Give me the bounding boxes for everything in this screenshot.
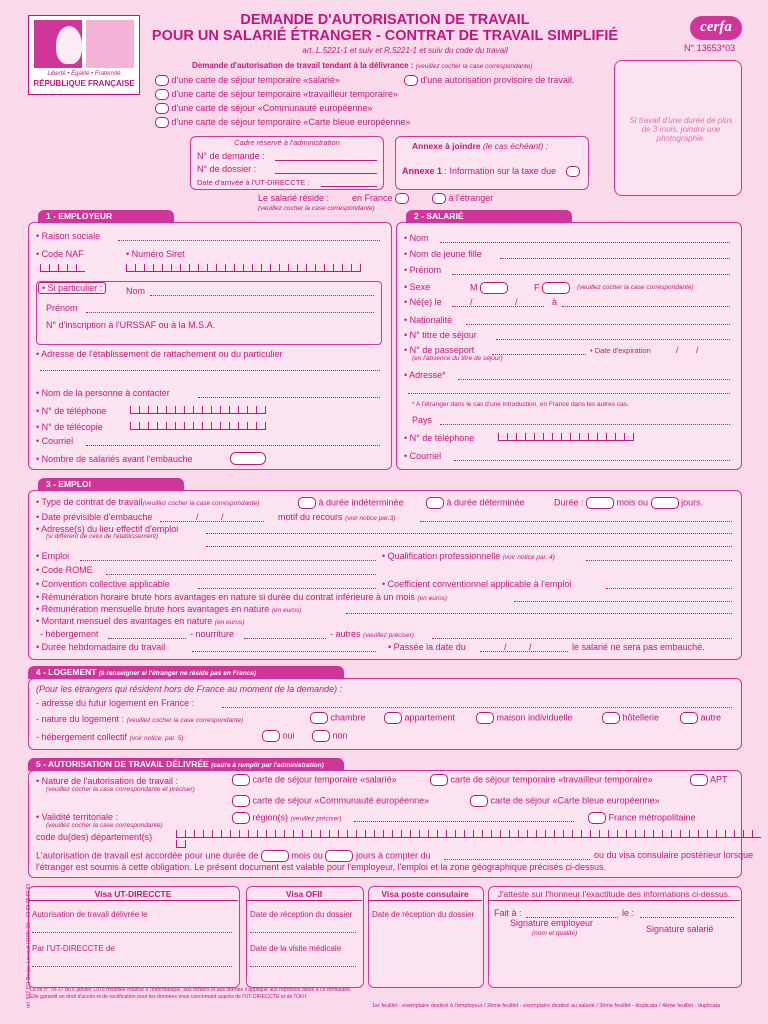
request-option-carte-bleue[interactable]: d'une carte de séjour temporaire «Carte bleue européenne»: [155, 117, 410, 128]
fax-employeur-cells[interactable]: [130, 422, 266, 432]
titre-sejour-label: • N° titre de séjour: [404, 330, 477, 340]
checkbox[interactable]: [426, 497, 444, 509]
section-employeur-header: 1 - EMPLOYEUR: [38, 210, 174, 223]
salarie-nom-label: • Nom: [404, 233, 429, 243]
photo-instruction: Si travail d'une durée de plus de 3 mois, joindre une photographie.: [629, 116, 733, 143]
salarie-tel-cells[interactable]: [498, 433, 634, 443]
duree-mois-input[interactable]: [586, 497, 614, 509]
duree-jours-input[interactable]: [651, 497, 679, 509]
date-embauche-slashes: / /: [196, 512, 224, 522]
passee-label: • Passée la date du: [388, 642, 466, 652]
collectif-non[interactable]: non: [312, 730, 348, 742]
checkbox[interactable]: [470, 795, 488, 807]
request-option-travailleur[interactable]: d'une carte de séjour temporaire «travailleur temporaire»: [155, 89, 398, 100]
visa-consulaire-text: ou du visa consulaire postérieur lorsque: [594, 850, 754, 860]
dossier-label: N° de dossier :: [197, 164, 257, 174]
footer-copies: 1er feuillet - exemplaire destiné à l'employeur / 2ème feuillet - exemplaire destiné au salarié / 3ème feuillet - duplicata / 4ème feuillet - duplicata: [372, 1003, 721, 1009]
legal-articles: art. L.5221-1 et suiv et R.5221-1 et suiv du code du travail: [302, 46, 508, 55]
adresse-employeur-label: • Adresse de l'établissement de rattachement ou du particulier: [36, 349, 283, 359]
collectif-label: - hébergement collectif (voir notice, par. 5): [36, 732, 184, 742]
section-salarie-header: 2 - SALARIÉ: [406, 210, 572, 223]
section-employeur: [28, 222, 392, 470]
passeport-note: (en l'absence du titre de séjour): [412, 355, 503, 362]
expiration-slashes: / /: [676, 345, 699, 355]
code-departement-label: code du(des) département(s): [36, 832, 153, 842]
request-heading: Demande d'autorisation de travail tendant à la délivrance : (veuillez cocher la case correspondante): [192, 61, 533, 70]
signature-employeur-label: Signature employeur: [510, 918, 594, 928]
arrivee-label: Date d'arrivée à l'UT-DIRECCTE :: [197, 178, 310, 187]
autorisation-c3[interactable]: APT: [690, 774, 728, 786]
attestation-box: [488, 886, 742, 988]
logement-intro: (Pour les étrangers qui résident hors de France au moment de la demande) :: [36, 684, 343, 694]
admin-title: Cadre réservé à l'administration: [234, 138, 340, 147]
cerfa-logo: cerfa: [690, 16, 742, 40]
visa-ut-par-label: Par l'UT-DIRECCTE de: [32, 944, 115, 953]
checkbox[interactable]: [430, 774, 448, 786]
date-embauche-label: • Date prévisible d'embauche: [36, 512, 152, 522]
marianne-emblem: [34, 20, 134, 68]
salarie-courriel-label: • Courriel: [404, 451, 441, 461]
request-option-salarie[interactable]: d'une carte de séjour temporaire «salarié»: [155, 75, 340, 86]
reside-note: (veuillez cocher la case correspondante): [258, 205, 375, 212]
autre-option[interactable]: autre: [680, 712, 721, 724]
fax-employeur-label: • N° de télécopie: [36, 422, 103, 432]
ofii-visite-label: Date de la visite médicale: [250, 944, 342, 953]
autres-label: - autres (veuillez préciser): [330, 629, 414, 639]
checkbox[interactable]: [690, 774, 708, 786]
autorisation-c2[interactable]: carte de séjour temporaire «travailleur temporaire»: [430, 774, 653, 786]
annexe-title: Annexe à joindre (le cas échéant) :: [412, 141, 549, 151]
metro-option[interactable]: France métropolitaine: [588, 812, 696, 824]
nourriture-label: - nourriture: [190, 629, 235, 639]
pays-label: Pays: [412, 415, 433, 425]
remu-horaire-label: • Rémunération horaire brute hors avantages en nature si durée du contrat inférieure à un mois (en euros): [36, 592, 447, 602]
reside-label: Le salarié réside :: [258, 193, 330, 203]
tel-employeur-cells[interactable]: [130, 406, 266, 416]
salarie-prenom-label: • Prénom: [404, 265, 441, 275]
checkbox[interactable]: [232, 795, 250, 807]
checkbox[interactable]: [298, 497, 316, 509]
nature-autorisation-note: (veuillez cocher la case correspondante et préciser): [46, 786, 195, 793]
convention-label: • Convention collective applicable: [36, 579, 170, 589]
cdi-option[interactable]: à durée indéterminée: [298, 497, 404, 509]
remu-mensuelle-label: • Rémunération mensuelle brute hors avantages en nature (en euros): [36, 604, 301, 614]
demande-label: N° de demande :: [197, 151, 265, 161]
sexe-f[interactable]: F: [534, 282, 570, 294]
checkbox[interactable]: [155, 75, 169, 86]
footer-law-1: La loi n° 78-17 du 6 janvier 1978 modifiée relative à l'informatique, aux fichiers et aux libertés s'applique aux réponses faites à ce formulaire.: [30, 987, 352, 993]
hebergement-label: - hébergement: [40, 629, 99, 639]
collectif-oui[interactable]: oui: [262, 730, 295, 742]
ofii-reception-label: Date de réception du dossier: [250, 910, 353, 919]
expiration-label: • Date d'expiration: [590, 346, 651, 355]
qualification-label: • Qualification professionnelle (voir notice par. 4): [382, 551, 555, 561]
sexe-m[interactable]: M: [470, 282, 508, 294]
form-title-line2: POUR UN SALARIÉ ÉTRANGER - CONTRAT DE TRAVAIL SIMPLIFIÉ: [151, 28, 619, 44]
visa-ofii-box: [246, 886, 364, 988]
autorisation-c1[interactable]: carte de séjour temporaire «salarié»: [232, 774, 397, 786]
nb-salaries-input[interactable]: [230, 452, 266, 465]
autorisation-c5[interactable]: carte de séjour «Carte bleue européenne»: [470, 795, 660, 807]
maison-option[interactable]: maison individuelle: [476, 712, 573, 724]
salarie-tel-label: • N° de téléphone: [404, 433, 474, 443]
reside-etranger[interactable]: à l'étranger: [432, 193, 493, 204]
nationalite-label: • Nationalité: [404, 315, 452, 325]
code-departement-cells[interactable]: [176, 830, 768, 850]
nb-salaries-label: • Nombre de salariés avant l'embauche: [36, 454, 192, 464]
prenom-label: Prénom: [46, 303, 78, 313]
checkbox[interactable]: [480, 282, 508, 294]
checkbox[interactable]: [588, 812, 606, 824]
checkbox[interactable]: [310, 712, 328, 724]
sexe-label: • Sexe: [404, 282, 430, 292]
checkbox[interactable]: [155, 117, 169, 128]
signature-employeur-note: (nom et qualité): [532, 930, 578, 937]
checkbox[interactable]: [232, 812, 250, 824]
validite-document-text: l'étranger est soumis à cette obligation. Le présent document est valable pour l'employeur, l'emploi et la zone géographique précisés ci-dessus.: [36, 862, 606, 872]
checkbox[interactable]: [680, 712, 698, 724]
republic-motto: Liberté • Égalité • Fraternité: [47, 71, 121, 77]
checkbox[interactable]: [602, 712, 620, 724]
futur-logement-label: - adresse du futur logement en France :: [36, 698, 195, 708]
request-option-apt[interactable]: d'une autorisation provisoire de travail.: [404, 75, 574, 86]
form-title-line1: DEMANDE D'AUTORISATION DE TRAVAIL: [240, 12, 530, 28]
coefficient-label: • Coefficient conventionnel applicable à l'emploi: [382, 579, 571, 589]
siret-cells[interactable]: [126, 264, 361, 274]
footer-law-2: Elle garantit un droit d'accès et de rectification pour les données vous concernant auprès de l'UT-DIRECCTE et de l'OFII.: [30, 994, 308, 1000]
naissance-slashes: / /: [470, 297, 520, 307]
autorisation-mois-input[interactable]: [261, 850, 289, 862]
lieu-emploi-label: • Adresse(s) du lieu effectif d'emploi: [36, 524, 178, 534]
request-option-communaute[interactable]: d'une carte de séjour «Communauté européenne»: [155, 103, 372, 114]
emploi-label: • Emploi: [36, 551, 69, 561]
motif-label: motif du recours (voir notice par.3): [278, 512, 396, 522]
contact-label: • Nom de la personne à contacter: [36, 388, 170, 398]
chambre-option[interactable]: chambre: [310, 712, 366, 724]
raison-sociale-label: • Raison sociale: [36, 231, 100, 241]
naf-label: • Code NAF: [36, 249, 84, 259]
signature-salarie-label: Signature salarié: [646, 924, 714, 934]
checkbox[interactable]: [155, 103, 169, 114]
section-logement-header: 4 - LOGEMENT (à renseigner si l'étranger ne réside pas en France): [28, 666, 344, 679]
autorisation-c4[interactable]: carte de séjour «Communauté européenne»: [232, 795, 429, 807]
siret-label: • Numéro Siret: [126, 249, 185, 259]
visa-ut-title: Visa UT-DIRECCTE: [94, 889, 172, 899]
attestation-title: J'atteste sur l'honneur l'exactitude des informations ci-dessus.: [497, 889, 731, 899]
passeport-label: • N° de passeport: [404, 345, 474, 355]
lieu-emploi-note: (si différent de celui de l'établissement): [46, 533, 159, 540]
photo-box[interactable]: [614, 60, 742, 196]
checkbox[interactable]: [155, 89, 169, 100]
rome-label: • Code ROME: [36, 565, 93, 575]
passee-suffix: le salarié ne sera pas embauché.: [572, 642, 705, 652]
checkbox[interactable]: [262, 730, 280, 742]
cerfa-number: N° 13653*03: [684, 43, 736, 53]
annexe-checkbox[interactable]: [566, 166, 580, 177]
tel-employeur-label: • N° de téléphone: [36, 406, 106, 416]
checkbox[interactable]: [432, 193, 446, 204]
footer-side-ref: réf. 502 151 Berger-Levrault (1105) 3d. - 03 83 38 83 83: [26, 883, 32, 1008]
visa-ut-box: [28, 886, 240, 988]
nature-autorisation-label: • Nature de l'autorisation de travail :: [36, 776, 178, 786]
checkbox[interactable]: [404, 75, 418, 86]
nature-logement-label: - nature du logement : (veuillez cocher la case correspondante): [36, 714, 244, 724]
autorisation-jours-input[interactable]: [325, 850, 353, 862]
duree-field[interactable]: Durée : mois ou jours.: [554, 497, 704, 508]
duree-autorisation-text: L'autorisation de travail est accordée pour une durée de mois ou jours à compter du: [36, 850, 431, 861]
validite-note: (veuillez cocher la case correspondante): [46, 822, 163, 829]
lieu-naissance-label: à: [552, 297, 558, 307]
visa-ofii-title: Visa OFII: [285, 889, 323, 899]
annexe-box: [395, 136, 589, 190]
visa-consulaire-title: Visa poste consulaire: [381, 889, 469, 899]
checkbox[interactable]: [232, 774, 250, 786]
appartement-option[interactable]: appartement: [384, 712, 455, 724]
section-autorisation-header: 5 - AUTORISATION DE TRAVAIL DÉLIVRÉE (cadre à remplir par l'administration): [28, 758, 344, 771]
salarie-jeune-label: • Nom de jeune fille: [404, 249, 482, 259]
checkbox[interactable]: [542, 282, 570, 294]
le-label: le :: [622, 908, 635, 918]
regions-option[interactable]: région(s) (veuillez préciser): [232, 812, 341, 824]
adresse-star-note: * A l'étranger dans le cas d'une introduction, en France dans les autres cas.: [412, 401, 629, 408]
fait-a-label: Fait à :: [494, 908, 522, 918]
salarie-adresse-label: • Adresse*: [404, 370, 446, 380]
section-emploi-header: 3 - EMPLOI: [38, 478, 184, 491]
passee-slashes: / /: [504, 642, 532, 652]
cdd-option[interactable]: à durée déterminée: [426, 497, 525, 509]
nom-label: Nom: [126, 286, 146, 296]
validite-label: • Validité territoriale :: [36, 812, 118, 822]
checkbox[interactable]: [384, 712, 402, 724]
duree-hebdo-label: • Durée hebdomadaire du travail: [36, 642, 165, 652]
reside-france[interactable]: en France: [352, 193, 409, 204]
sexe-note: (veuillez cocher la case correspondante): [577, 284, 694, 291]
visa-ut-date-label: Autorisation de travail délivrée le: [32, 910, 148, 919]
checkbox[interactable]: [476, 712, 494, 724]
republic-name: RÉPUBLIQUE FRANÇAISE: [33, 79, 135, 88]
hotellerie-option[interactable]: hôtellerie: [602, 712, 659, 724]
marianne-logo: [28, 15, 140, 95]
visa-consulaire-box: [368, 886, 484, 988]
avantages-label: • Montant mensuel des avantages en nature (en euros): [36, 616, 244, 626]
particulier-label: • Si particulier :: [38, 282, 106, 294]
urssaf-label: N° d'inscription à l'URSSAF ou à la M.S.A.: [46, 320, 216, 330]
annexe-1: Annexe 1 : Information sur la taxe due: [402, 166, 557, 176]
checkbox[interactable]: [395, 193, 409, 204]
consulaire-reception-label: Date de réception du dossier: [372, 910, 475, 919]
checkbox[interactable]: [312, 730, 330, 742]
naissance-label: • Né(e) le: [404, 297, 442, 307]
naf-cells[interactable]: [40, 264, 85, 274]
type-contrat-label: • Type de contrat de travail(veuillez cocher la case correspondante): [36, 497, 259, 507]
admin-box: [190, 136, 384, 190]
courriel-employeur-label: • Courriel: [36, 436, 73, 446]
